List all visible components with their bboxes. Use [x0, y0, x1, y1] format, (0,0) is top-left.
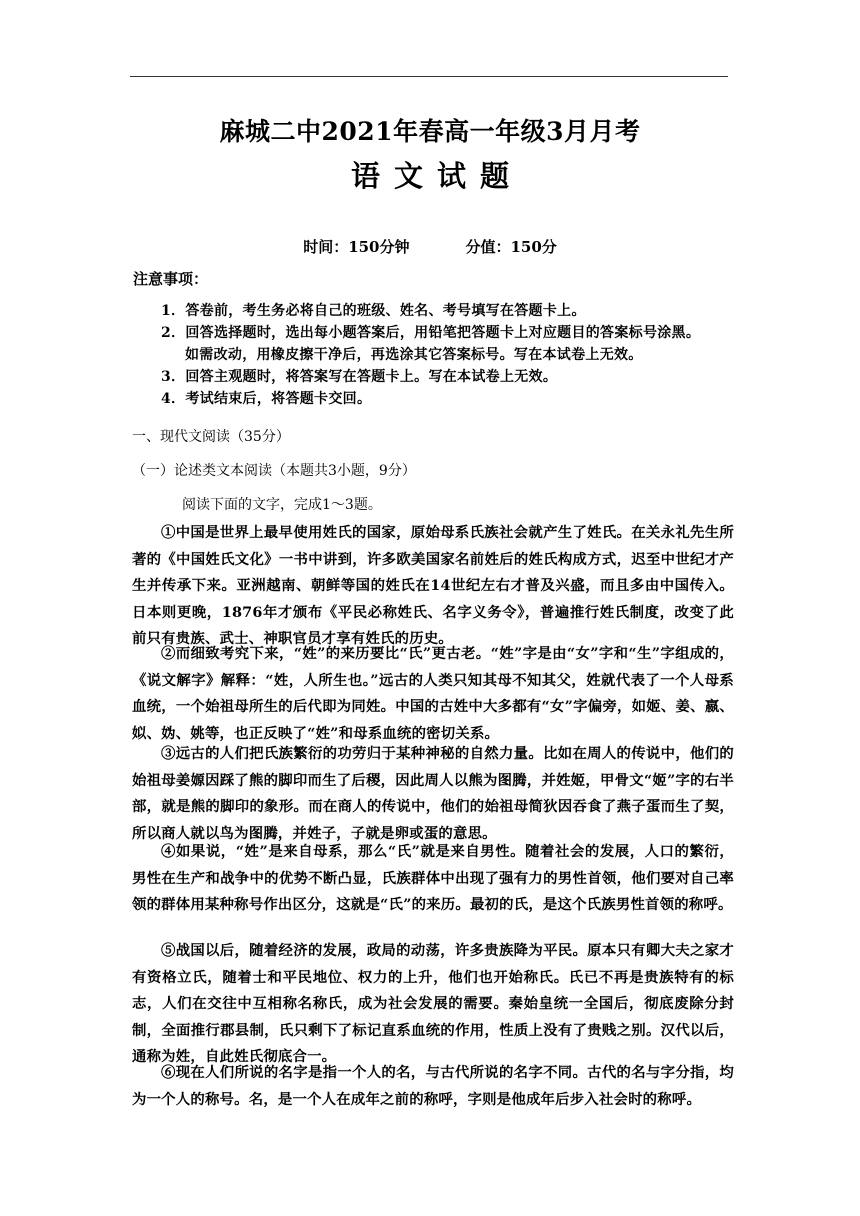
- section-heading: 一、现代文阅读（35分）: [132, 429, 290, 445]
- passage-paragraph: ①中国是世界上最早使用姓氏的国家，原始母系氏族社会就产生了姓氏。在关永礼先生所著的《中国姓氏文化》一书中讲到，许多欧美国家名前姓后的姓氏构成方式，迟至中世纪才产生并传承下来。亚洲越南、朝鲜等国的姓氏在14世纪左右才普及兴盛，而且多由中国传入。日本则更晚，1876年才颁布《平民必称姓氏、名字义务令》，普遍推行姓氏制度，改变了此前只有贵族、武士、神职官员才享有姓氏的历史。: [132, 524, 734, 648]
- exam-meta: [0, 236, 860, 257]
- exam-title: 麻城二中2021年春高一年级3月月考: [219, 117, 641, 146]
- subject-title: 语文试题: [350, 159, 523, 193]
- notes-heading: 注意事项：: [133, 270, 209, 288]
- passage-paragraph: ③远古的人们把氏族繁衍的功劳归于某种神秘的自然力量。比如在周人的传说中，他们的始祖母姜嫄因踩了熊的脚印而生了后稷，因此周人以熊为图腾，并姓姬，甲骨文“姬”字的右半部，就是熊的脚印的象形。而在商人的传说中，他们的始祖母简狄因吞食了燕子蛋而生了契，所以商人就以鸟为图腾，并姓子，子就是卵或蛋的意思。: [132, 745, 734, 842]
- note-item: 3．回答主观题时，将答案写在答题卡上。写在本试卷上无效。: [161, 369, 558, 385]
- passage-paragraph: ⑥现在人们所说的名字是指一个人的名，与古代所说的名字不同。古代的名与字分指，均为一个人的称号。名，是一个人在成年之前的称呼，字则是他成年后步入社会时的称呼。: [132, 1064, 734, 1108]
- reading-instruction: 阅读下面的文字，完成1～3题。: [182, 497, 382, 513]
- passage-paragraph: ②而细致考究下来，“姓”的来历要比“氏”更古老。“姓”字是由“女”字和“生”字组成的，《说文解字》解释：“姓，人所生也。”远古的人类只知其母不知其父，姓就代表了一个人母系血统，一个始祖母所生的后代即为同姓。中国的古姓中大多都有“女”字偏旁，如姬、姜、嬴、姒、妫、姚等，也正反映了“姓”和母系血统的密切关系。: [132, 645, 734, 742]
- note-item: 4．考试结束后，将答题卡交回。: [161, 391, 372, 407]
- score-label: 分值：150分: [465, 238, 557, 256]
- passage-paragraph: ⑤战国以后，随着经济的发展，政局的动荡，许多贵族降为平民。原本只有卿大夫之家才有资格立氏，随着士和平民地位、权力的上升，他们也开始称氏。氏已不再是贵族特有的标志，人们在交往中互相称名称氏，成为社会发展的需要。秦始皇统一全国后，彻底废除分封制，全面推行郡县制，氏只剩下了标记直系血统的作用，性质上没有了贵贱之别。汉代以后，通称为姓，自此姓氏彻底合一。: [132, 942, 734, 1066]
- time-label: 时间：150分钟: [303, 238, 410, 256]
- note-item: 如需改动，用橡皮擦干净后，再选涂其它答案标号。写在本试卷上无效。: [185, 347, 643, 363]
- note-item: 1．答卷前，考生务必将自己的班级、姓名、考号填写在答题卡上。: [161, 303, 586, 319]
- passage-paragraph: ④如果说，“姓”是来自母系，那么“氏”就是来自男性。随着社会的发展，人口的繁衍，男性在生产和战争中的优势不断凸显，氏族群体中出现了强有力的男性首领，他们要对自己率领的群体用某种称号作出区分，这就是“氏”的来历。最初的氏，是这个氏族男性首领的称呼。: [132, 843, 734, 914]
- note-item: 2．回答选择题时，选出每小题答案后，用铅笔把答题卡上对应题目的答案标号涂黑。: [161, 325, 701, 341]
- subsection-heading: （一）论述类文本阅读（本题共3小题，9分）: [132, 463, 416, 479]
- header-rule: [130, 76, 728, 77]
